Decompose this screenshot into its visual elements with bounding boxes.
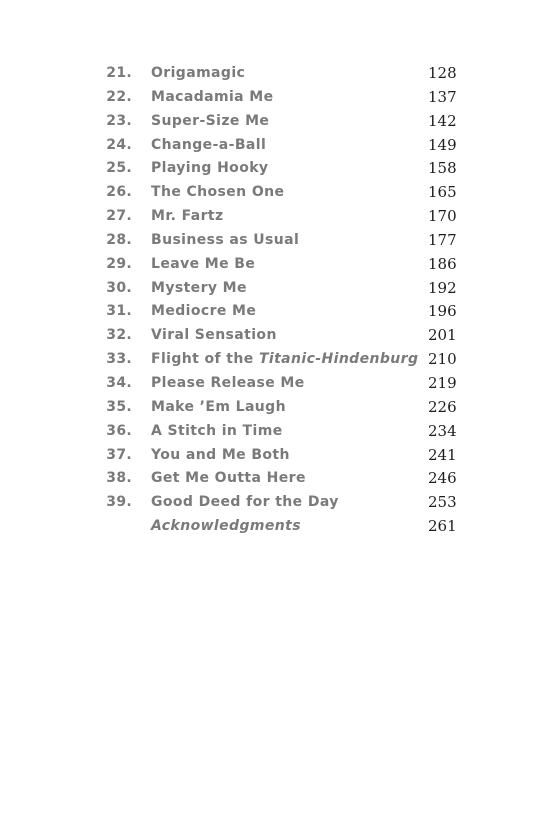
toc-entry — [0, 86, 560, 110]
chapter-title: Please Release Me — [151, 374, 305, 391]
chapter-title: Mediocre Me — [151, 303, 257, 320]
page-number: 261 — [428, 517, 457, 536]
chapter-title-prefix: Flight of the — [151, 351, 259, 368]
page-number: 253 — [428, 493, 457, 512]
chapter-title: Mr. Fartz — [151, 208, 224, 225]
toc-entry — [0, 253, 560, 277]
page-number: 219 — [428, 373, 457, 392]
toc-entry — [0, 348, 560, 372]
chapter-number: 23. — [106, 112, 132, 129]
toc-entry — [0, 324, 560, 348]
chapter-number: 31. — [106, 303, 132, 320]
chapter-number: 29. — [106, 255, 132, 272]
chapter-title: Leave Me Be — [151, 255, 256, 272]
page-number: 177 — [428, 230, 457, 249]
chapter-number: 33. — [106, 351, 132, 368]
toc-entry — [0, 396, 560, 420]
page-number: 170 — [428, 207, 457, 226]
chapter-number: 36. — [106, 422, 132, 439]
chapter-number: 34. — [106, 374, 132, 391]
toc-entry — [0, 205, 560, 229]
toc-entry — [0, 372, 560, 396]
chapter-title: Change-a-Ball — [151, 136, 267, 153]
chapter-number: 38. — [106, 470, 132, 487]
page-number: 128 — [428, 64, 457, 82]
chapter-title: Get Me Outta Here — [151, 470, 306, 487]
page-number: 165 — [428, 183, 457, 202]
chapter-number: 26. — [106, 184, 132, 201]
page-number: 186 — [428, 254, 457, 273]
page-number: 241 — [428, 445, 457, 464]
page-number: 192 — [428, 278, 457, 297]
chapter-number: 22. — [106, 88, 132, 105]
toc-entry — [0, 229, 560, 253]
page-number: 226 — [428, 397, 457, 416]
chapter-title: Playing Hooky — [151, 160, 269, 177]
page-number: 196 — [428, 302, 457, 321]
chapter-title: Business as Usual — [151, 231, 300, 248]
chapter-title: Viral Sensation — [151, 327, 277, 344]
chapter-number: 21. — [106, 65, 132, 81]
chapter-number: 25. — [106, 160, 132, 177]
toc-entry — [0, 181, 560, 205]
toc-entry — [0, 491, 560, 515]
chapter-number: 27. — [106, 208, 132, 225]
acknowledgments-title: Acknowledgments — [151, 518, 301, 535]
chapter-number: 32. — [106, 327, 132, 344]
chapter-title — [151, 348, 418, 372]
toc-entry — [0, 110, 560, 134]
chapter-number: 24. — [106, 136, 132, 153]
chapter-title: Macadamia Me — [151, 88, 274, 105]
page-number: 234 — [428, 421, 457, 440]
toc-entry — [0, 467, 560, 491]
page-number: 142 — [428, 111, 457, 130]
chapter-number: 37. — [106, 446, 132, 463]
chapter-title: Super-Size Me — [151, 112, 270, 129]
toc-entry — [0, 444, 560, 468]
chapter-title: Origamagic — [151, 65, 246, 81]
chapter-title: You and Me Both — [151, 446, 290, 463]
page-number: 137 — [428, 87, 457, 106]
page-number: 210 — [428, 350, 457, 369]
toc-entry-acknowledgments — [0, 515, 560, 539]
chapter-number: 35. — [106, 398, 132, 415]
page-number: 201 — [428, 326, 457, 345]
page-number: 149 — [428, 135, 457, 154]
toc-entry — [0, 62, 560, 86]
chapter-title: A Stitch in Time — [151, 422, 283, 439]
toc-entry — [0, 157, 560, 181]
toc-entry — [0, 300, 560, 324]
table-of-contents — [0, 62, 560, 539]
page-number: 246 — [428, 469, 457, 488]
chapter-number: 39. — [106, 494, 132, 511]
toc-entry — [0, 134, 560, 158]
chapter-title: Make ’Em Laugh — [151, 398, 286, 415]
chapter-number: 28. — [106, 231, 132, 248]
chapter-number: 30. — [106, 279, 132, 296]
toc-entry — [0, 277, 560, 301]
page-number: 158 — [428, 159, 457, 178]
chapter-title: Mystery Me — [151, 279, 247, 296]
toc-entry — [0, 420, 560, 444]
chapter-title: Good Deed for the Day — [151, 494, 339, 511]
chapter-title-italic: Titanic-Hindenburg — [258, 351, 419, 368]
chapter-title: The Chosen One — [151, 184, 285, 201]
